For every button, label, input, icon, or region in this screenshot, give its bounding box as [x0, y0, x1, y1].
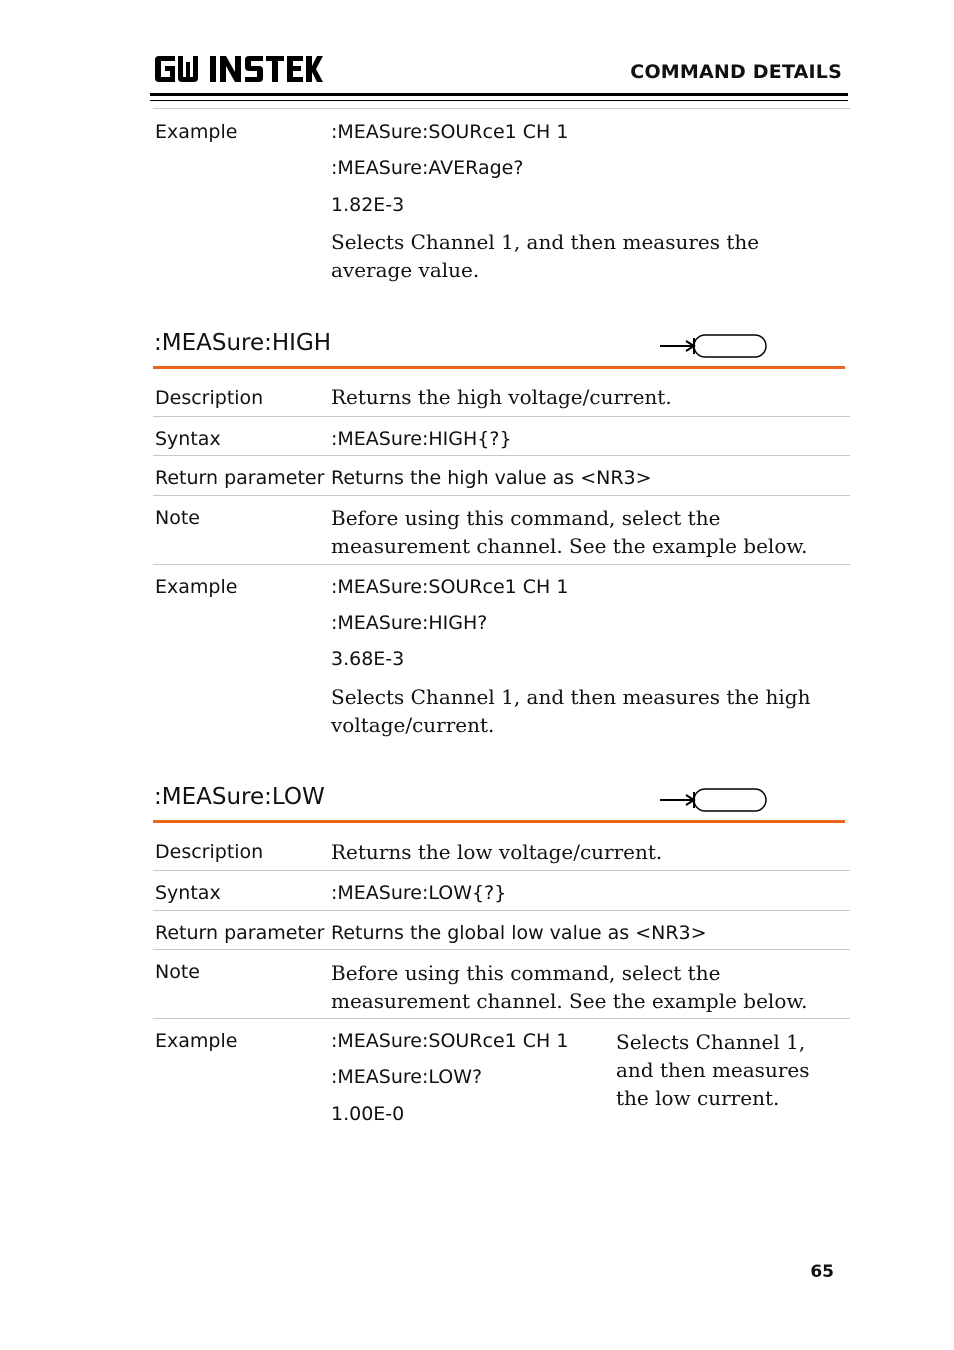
row-divider: [153, 564, 850, 565]
syntax-text: :MEASure:HIGH{?}: [331, 428, 512, 450]
example-label: Example: [155, 1030, 238, 1052]
syntax-text: :MEASure:LOW{?}: [331, 882, 507, 904]
section-title-low: :MEASure:LOW: [154, 784, 325, 810]
note-text: Before using this command, select the measurement channel. See the example below.: [331, 506, 808, 558]
header-rule-thin: [150, 100, 848, 101]
section-title-high: :MEASure:HIGH: [154, 330, 332, 356]
page-number: 65: [810, 1262, 834, 1282]
example-line: :MEASure:SOURce1 CH 1: [331, 121, 569, 143]
note-label: Note: [155, 507, 200, 529]
description-label: Description: [155, 387, 264, 409]
example-line: 3.68E-3: [331, 648, 405, 670]
description-text: Returns the high voltage/current.: [331, 385, 672, 409]
example-description: Selects Channel 1, and then measures the high voltage/current.: [331, 685, 811, 737]
return-parameter-text: Returns the global low value as <NR3>: [331, 922, 707, 944]
syntax-label: Syntax: [155, 882, 221, 904]
example-line: 1.82E-3: [331, 194, 405, 216]
note-text: Before using this command, select the measurement channel. See the example below.: [331, 961, 808, 1013]
example-line: :MEASure:LOW?: [331, 1066, 483, 1088]
return-parameter-label: Return parameter: [155, 467, 325, 489]
set-query-command-icon: [660, 787, 768, 813]
example-line: :MEASure:SOURce1 CH 1: [331, 576, 569, 598]
example-description: Selects Channel 1, and then measures the average value.: [331, 230, 760, 282]
description-label: Description: [155, 841, 264, 863]
row-divider: [153, 870, 850, 871]
note-label: Note: [155, 961, 200, 983]
set-query-command-icon: [660, 333, 768, 359]
example-description: Selects Channel 1, and then measures the low current.: [616, 1030, 810, 1110]
syntax-label: Syntax: [155, 428, 221, 450]
section-accent-line: [153, 820, 845, 823]
example-label: Example: [155, 576, 238, 598]
description-text: Returns the low voltage/current.: [331, 840, 663, 864]
row-divider: [153, 1018, 850, 1019]
header-rule-thick: [150, 93, 848, 96]
example-line: :MEASure:AVERage?: [331, 157, 524, 179]
row-divider: [153, 495, 850, 496]
row-divider: [153, 910, 850, 911]
return-parameter-label: Return parameter: [155, 922, 325, 944]
example-line: 1.00E-0: [331, 1103, 405, 1125]
example-line: :MEASure:SOURce1 CH 1: [331, 1030, 569, 1052]
return-parameter-text: Returns the high value as <NR3>: [331, 467, 652, 489]
row-divider: [153, 455, 850, 456]
gw-instek-logo: [153, 54, 323, 84]
example-line: :MEASure:HIGH?: [331, 612, 488, 634]
row-divider: [153, 108, 850, 109]
row-divider: [153, 416, 850, 417]
section-accent-line: [153, 366, 845, 369]
header-title: COMMAND DETAILS: [630, 61, 842, 83]
example-label: Example: [155, 121, 238, 143]
row-divider: [153, 949, 850, 950]
